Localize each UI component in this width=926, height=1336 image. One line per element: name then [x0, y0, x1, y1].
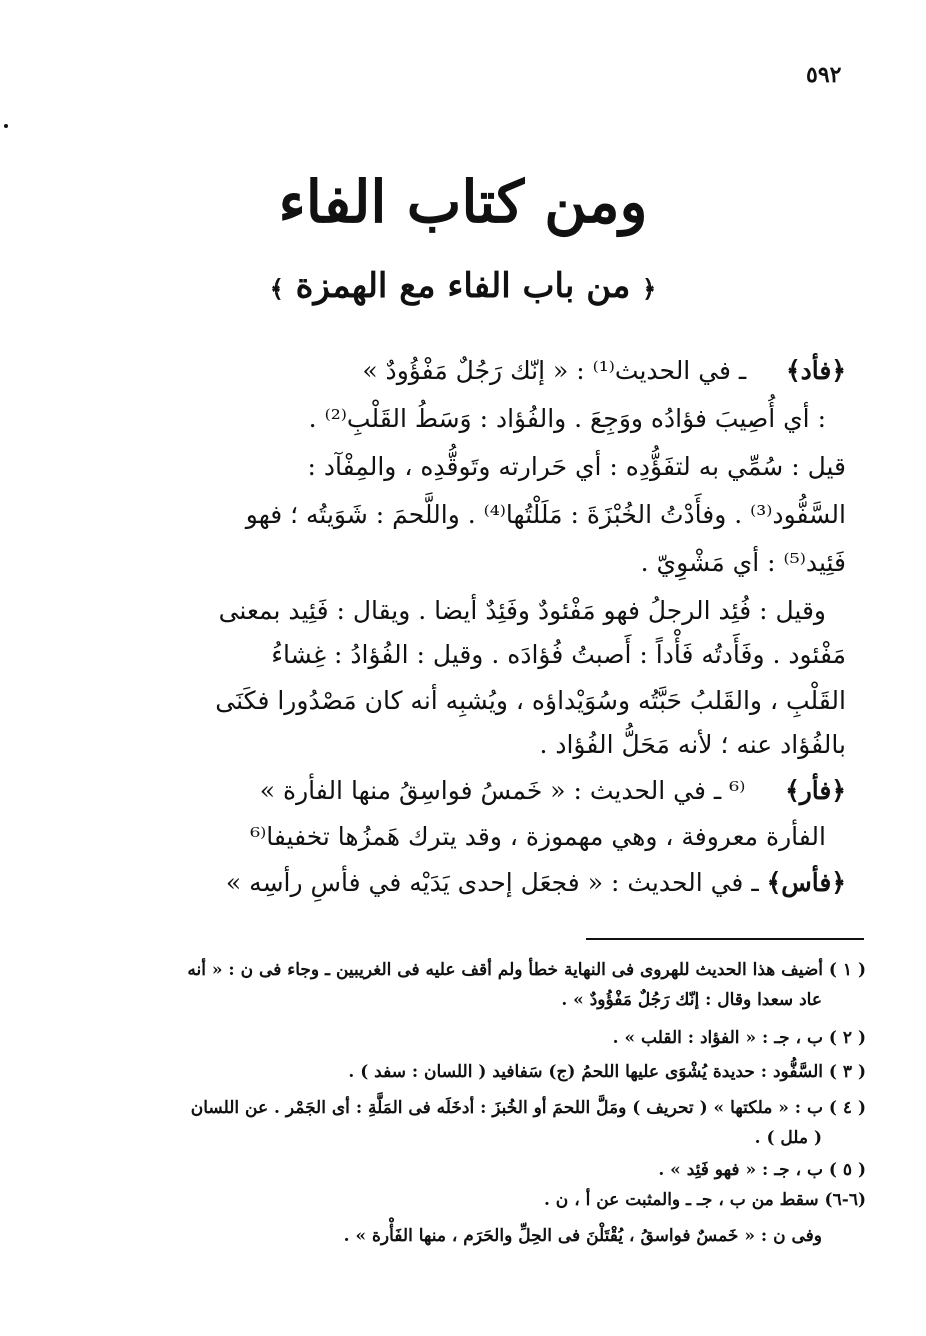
chapter-title-text: من باب الفاء مع الهمزة	[295, 266, 631, 306]
footnotes	[86, 0, 866, 1336]
entry-text: ⁽⁶ ـ في الحديث : « خَمسُ فواسِقُ منها الفأرة »	[259, 776, 746, 805]
entry-text: فَئِيد⁽⁵⁾ : أي مَشْوِيّ .	[640, 548, 846, 577]
margin-mark	[4, 124, 8, 128]
book-title: ومن كتاب الفاء	[278, 168, 648, 236]
footnote: ( ٥ ) ب ، جـ : « فهو فَئِد » .	[658, 1160, 866, 1180]
footnote: ( ٢ ) ب ، جـ : « الفؤاد : القلب » .	[612, 1028, 866, 1048]
footnote: (٦-٦) سقط من ب ، جـ ـ والمثبت عن أ ، ن .	[543, 1190, 866, 1210]
page-number: ٥٩٢	[806, 62, 842, 88]
footnote: ( ملل ) .	[754, 1128, 822, 1148]
entry-text: : أي أُصِيبَ فؤادُه ووَجِعَ . والفُؤاد : وَسَطُ القَلْبِ⁽²⁾ .	[308, 404, 826, 433]
entry-text: قيل : سُمِّي به لتفَؤُّدِه : أي حَرارته وتَوقُّدِه ، والمِفْآد :	[307, 452, 846, 481]
entry-text: الفأرة معروفة ، وهي مهموزة ، وقد يترك هَمزُها تخفيفا⁽⁶	[250, 822, 826, 851]
headword: ﴿فأد﴾	[786, 356, 846, 385]
footnote: ( ٣ ) السَّفُّود : حديدة يُشْوَى عليها اللحمُ (ج) سَفافيد ( اللسان : سفد ) .	[348, 1062, 866, 1082]
footnote: عاد سعدا وقال : إنّك رَجُلٌ مَفْؤُودٌ » .	[561, 990, 822, 1010]
footnote: ( ١ ) أضيف هذا الحديث للهروى فى النهاية خطأ ولم أقف عليه فى الغريبين ـ وجاء فى ن : « أنه	[187, 960, 866, 980]
headword: ﴿فأس﴾	[766, 868, 846, 897]
entry-text: القَلْبِ ، والقَلبُ حَبَّتُه وسُوَيْداؤه ، ويُشبِه أنه كان مَصْدُورا فكَنَى	[215, 686, 846, 715]
footnote: ( ٤ ) ب : « ملكتها » ( تحريف ) ومَلَّ اللحمَ أو الخُبزَ : أدخَلَه فى المَلَّةِ : أى الجَمْر . عن اللسان	[190, 1098, 866, 1118]
entry-text: ـ في الحديث⁽¹⁾ : « إنّك رَجُلٌ مَفْؤُودٌ »	[362, 356, 747, 385]
entry-text: ـ في الحديث : « فجعَل إحدى يَدَيْه في فأسِ رأسِه »	[225, 868, 759, 897]
entry-text: مَفْئود . وفَأَدتُه فَأْداً : أَصبتُ فُؤادَه . وقيل : الفُؤادُ : غِشاءُ	[271, 640, 846, 669]
entry-text: بالفُؤاد عنه ؛ لأنه مَحَلُّ الفُؤاد .	[539, 730, 846, 759]
entry-text: وقيل : فُئِد الرجلُ فهو مَفْئودٌ وفَئِدٌ أيضا . ويقال : فَئِيد بمعنى	[218, 596, 826, 625]
headword: ﴿فأر﴾	[785, 776, 846, 805]
ornament-close: ﴾	[269, 274, 284, 303]
entry-text: السَّفُّود⁽³⁾ . وفأَدْتُ الخُبْزَةَ : مَلَلْتُها⁽⁴⁾ . واللَّحمَ : شَوَيتُه ؛ فهو	[245, 500, 846, 529]
ornament-open: ﴿	[642, 274, 657, 303]
footnote: وفى ن : « خَمسٌ فواسقُ ، يُقْتَلْنَ فى الحِلِّ والحَرَم ، منها الفَأْرة » .	[343, 1226, 822, 1246]
